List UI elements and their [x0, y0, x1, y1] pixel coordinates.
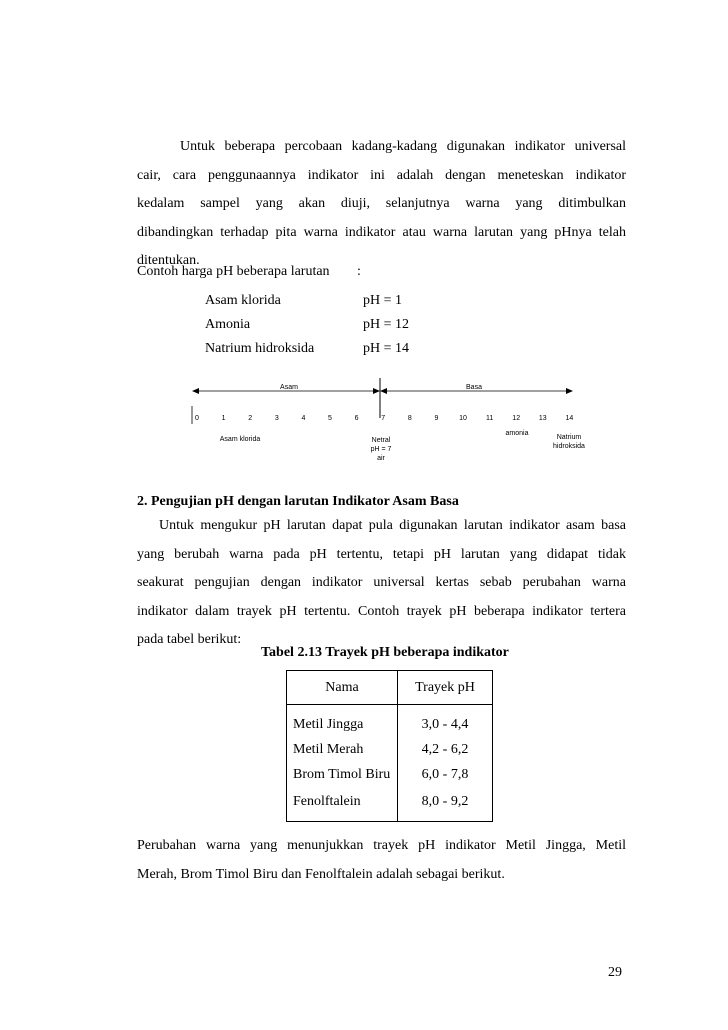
- ph-tick-13: 13: [538, 415, 547, 422]
- base-label: Basa: [466, 384, 482, 391]
- section2-heading: 2. Pengujian pH dengan larutan Indikator Asam Basa: [137, 494, 459, 509]
- example-ph-2: pH = 12: [363, 317, 410, 332]
- table-row: [287, 737, 493, 763]
- acid-arrow-left-head: [192, 388, 199, 394]
- section2-line-5: pada tabel berikut:: [137, 632, 242, 647]
- example-name-1: Asam klorida: [205, 293, 281, 308]
- acid-label: Asam: [280, 384, 298, 391]
- neutral-annotation-1: Netral: [371, 437, 391, 444]
- neutral-annotation-2: pH = 7: [370, 446, 392, 453]
- ph-tick-14: 14: [565, 415, 574, 422]
- ph-tick-0: 0: [195, 415, 199, 422]
- acid-annotation: Asam klorida: [219, 436, 261, 443]
- base-arrow-right-head: [566, 388, 573, 394]
- section2-line-3: seakurat pengujian dengan indikator universal kertas sebab perubahan warna: [137, 575, 626, 590]
- ph-tick-11: 11: [485, 415, 494, 422]
- table-cell-range: 3,0 - 4,4: [398, 705, 493, 738]
- ph-tick-6: 6: [354, 415, 359, 422]
- ph-tick-7: 7: [381, 415, 386, 422]
- table-cell-range: 8,0 - 9,2: [398, 788, 493, 822]
- closing-line-1: Perubahan warna yang menunjukkan trayek pH indikator Metil Jingga, Metil: [137, 838, 626, 853]
- examples-colon: :: [357, 264, 361, 279]
- intro-line-2: cair, cara penggunaannya indikator ini adalah dengan meneteskan indikator: [137, 167, 626, 183]
- ph-scale-diagram: [0, 0, 728, 500]
- table-header-range: Trayek pH: [398, 671, 493, 705]
- table-cell-range: 6,0 - 7,8: [398, 763, 493, 789]
- table-caption: Tabel 2.13 Trayek pH beberapa indikator: [261, 645, 509, 660]
- neutral-annotation-3: air: [377, 455, 385, 462]
- section2-line-2: yang berubah warna pada pH tertentu, tetapi pH larutan yang didapat tidak: [137, 546, 626, 562]
- table-row: [287, 705, 493, 738]
- ph-tick-3: 3: [274, 415, 279, 422]
- example-ph-1: pH = 1: [363, 293, 403, 308]
- ammonia-annotation: amonia: [505, 430, 529, 437]
- naoh-annotation-1: Natrium: [556, 434, 582, 441]
- ph-tick-2: 2: [248, 415, 253, 422]
- table-header-row: [287, 671, 493, 705]
- examples-heading: Contoh harga pH beberapa larutan: [137, 264, 330, 279]
- example-name-2: Amonia: [205, 317, 251, 332]
- intro-line-1: Untuk beberapa percobaan kadang-kadang digunakan indikator universal: [180, 139, 626, 154]
- ph-tick-labels: [195, 415, 573, 422]
- ph-tick-9: 9: [434, 415, 439, 422]
- table-cell-name: Metil Jingga: [287, 705, 398, 738]
- closing-paragraph: [137, 832, 626, 889]
- closing-line-2: Merah, Brom Timol Biru dan Fenolftalein adalah sebagai berikut.: [137, 866, 505, 882]
- page-number: 29: [608, 965, 622, 980]
- table-cell-name: Brom Timol Biru: [287, 763, 398, 789]
- table-cell-range: 4,2 - 6,2: [398, 737, 493, 763]
- ph-tick-1: 1: [221, 415, 226, 422]
- intro-line-4: dibandingkan terhadap pita warna indikator atau warna larutan yang pHnya telah: [137, 224, 626, 240]
- intro-line-5: ditentukan.: [137, 253, 200, 268]
- table-cell-name: Metil Merah: [287, 737, 398, 763]
- ph-tick-12: 12: [512, 415, 521, 422]
- example-ph-3: pH = 14: [363, 341, 410, 356]
- section2-line-1: Untuk mengukur pH larutan dapat pula digunakan larutan indikator asam basa: [159, 518, 626, 533]
- section2-paragraph: [137, 512, 626, 655]
- section2-line-4: indikator dalam trayek pH tertentu. Contoh trayek pH beberapa indikator tertera: [137, 603, 626, 619]
- ph-tick-5: 5: [328, 415, 332, 422]
- base-arrow-left-head: [380, 388, 387, 394]
- example-name-3: Natrium hidroksida: [205, 341, 315, 356]
- acid-arrow-right-head: [373, 388, 380, 394]
- table-header-name: Nama: [287, 671, 398, 705]
- indicator-table: [286, 670, 493, 822]
- naoh-annotation-2: hidroksida: [553, 443, 585, 450]
- ph-tick-10: 10: [459, 415, 467, 422]
- table-cell-name: Fenolftalein: [287, 788, 398, 822]
- ph-tick-8: 8: [407, 415, 412, 422]
- table-row: [287, 763, 493, 789]
- ph-tick-4: 4: [301, 415, 306, 422]
- intro-line-3: kedalam sampel yang akan diuji, selanjutnya warna yang ditimbulkan: [137, 196, 626, 211]
- table-row: [287, 788, 493, 822]
